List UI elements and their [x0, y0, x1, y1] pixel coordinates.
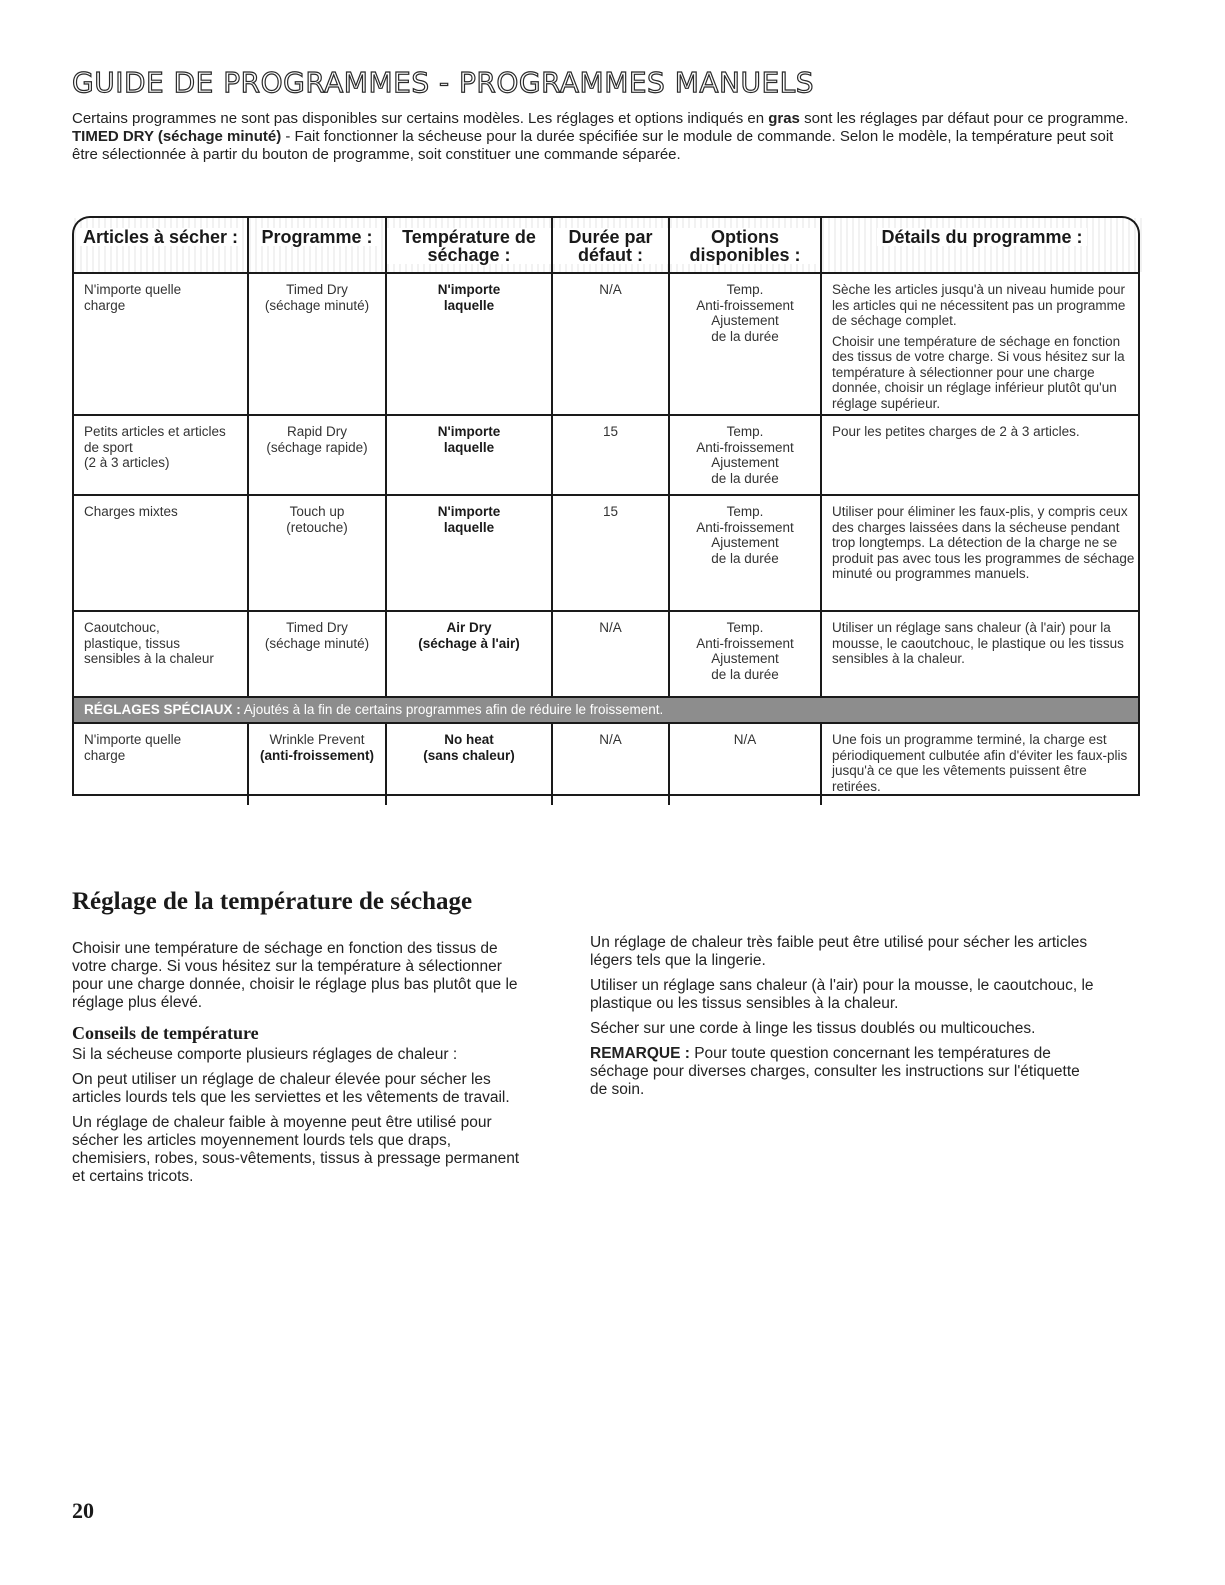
- cell-duree: N/A: [553, 612, 670, 696]
- cell-options: Temp. Anti-froissement Ajustement de la durée: [670, 612, 822, 696]
- cell-duree: N/A: [553, 274, 670, 422]
- subsection-title: Conseils de température: [72, 1023, 259, 1043]
- section-title: Réglage de la température de séchage: [72, 888, 473, 915]
- cell-temperature: N'importe laquelle: [387, 416, 553, 494]
- left-column: [72, 940, 522, 1193]
- cell-programme: Rapid Dry (séchage rapide): [249, 416, 387, 494]
- cell-details: Pour les petites charges de 2 à 3 articles.: [832, 424, 1080, 439]
- cell-duree: 15: [553, 496, 670, 610]
- table-row: [72, 414, 1140, 494]
- cell-options: Temp. Anti-froissement Ajustement de la durée: [670, 496, 822, 610]
- header-options: Options disponibles :: [670, 218, 822, 272]
- cell-programme: Timed Dry (séchage minuté): [249, 612, 387, 696]
- cell-options: N/A: [670, 724, 822, 805]
- cell-temperature: N'importe laquelle: [387, 496, 553, 610]
- cell-details: Utiliser pour éliminer les faux-plis, y compris ceux des charges laissées dans la sécheuse pendant trop longtemps. La détection de la charge ne se produit pas avec tous les programmes de séchage minuté ou programmes manuels.: [832, 504, 1135, 581]
- cell-articles: N'importe quelle charge: [74, 274, 249, 422]
- paragraph: Utiliser un réglage sans chaleur (à l'air) pour la mousse, le caoutchouc, le plastique ou les tissus sensibles à la chaleur.: [590, 977, 1094, 1012]
- cell-programme: Touch up (retouche): [249, 496, 387, 610]
- table-row: [72, 610, 1140, 696]
- cell-details: Une fois un programme terminé, la charge est périodiquement culbutée afin d'éviter les faux-plis jusqu'à ce que les vêtements puissent être retirées.: [832, 732, 1128, 794]
- paragraph: Sécher sur une corde à linge les tissus doublés ou multicouches.: [590, 1020, 1036, 1037]
- paragraph: Choisir une température de séchage en fonction des tissus de votre charge. Si vous hésitez sur la température à sélectionner pour une charge donnée, choisir le réglage plus bas plutôt que le réglage plus élevé.: [72, 940, 518, 1011]
- paragraph: Un réglage de chaleur très faible peut être utilisé pour sécher les articles légers tels que la lingerie.: [590, 934, 1088, 969]
- cell-details: Sèche les articles jusqu'à un niveau humide pour les articles qui ne nécessitent pas un programme de séchage complet. Choisir une température de séchage en fonction des tissus de votre charge. Si vous hésitez sur la température à sélectionner pour une charge donnée, choisir un réglage inférieur plutôt qu'un réglage supérieur.: [832, 282, 1126, 411]
- cell-programme: Timed Dry (séchage minuté): [249, 274, 387, 422]
- cell-articles: Petits articles et articles de sport (2 à 3 articles): [74, 416, 249, 494]
- paragraph: Si la sécheuse comporte plusieurs réglages de chaleur :: [72, 1046, 458, 1063]
- program-guide-table: [72, 216, 1140, 796]
- cell-programme: Wrinkle Prevent (anti-froissement): [249, 724, 387, 805]
- cell-articles: Caoutchouc, plastique, tissus sensibles à la chaleur: [74, 612, 249, 696]
- right-column: [590, 934, 1100, 1106]
- special-settings-bar: RÉGLAGES SPÉCIAUX : Ajoutés à la fin de certains programmes afin de réduire le froissement.: [72, 696, 1140, 722]
- cell-temperature: No heat (sans chaleur): [387, 724, 553, 805]
- cell-temperature: N'importe laquelle: [387, 274, 553, 422]
- cell-options: Temp. Anti-froissement Ajustement de la durée: [670, 416, 822, 494]
- table-header: [72, 216, 1140, 272]
- paragraph: Un réglage de chaleur faible à moyenne peut être utilisé pour sécher les articles moyennement lourds tels que draps, chemisiers, robes, sous-vêtements, tissus à pressage permanent et certains tricots.: [72, 1114, 520, 1185]
- paragraph: On peut utiliser un réglage de chaleur élevée pour sécher les articles lourds tels que les serviettes et les vêtements de travail.: [72, 1071, 510, 1106]
- header-temperature: Température de séchage :: [387, 218, 553, 272]
- header-articles: Articles à sécher :: [74, 218, 249, 272]
- header-details: Détails du programme :: [822, 218, 1142, 272]
- page-title: GUIDE DE PROGRAMMES - PROGRAMMES MANUELS: [72, 66, 815, 99]
- cell-duree: 15: [553, 416, 670, 494]
- cell-duree: N/A: [553, 724, 670, 805]
- table-row: [72, 494, 1140, 610]
- header-programme: Programme :: [249, 218, 387, 272]
- remark-label: REMARQUE :: [590, 1045, 690, 1062]
- cell-details: Utiliser un réglage sans chaleur (à l'air) pour la mousse, le caoutchouc, le plastique ou les tissus sensibles à la chaleur.: [832, 620, 1124, 666]
- header-duree: Durée par défaut :: [553, 218, 670, 272]
- cell-articles: Charges mixtes: [74, 496, 249, 610]
- remark-paragraph: REMARQUE : Pour toute question concernant les températures de séchage pour diverses charges, consulter les instructions sur l'étiquette de soin.: [590, 1045, 1080, 1098]
- table-row: [72, 722, 1140, 796]
- table-row: [72, 272, 1140, 414]
- page-number: 20: [72, 1498, 94, 1523]
- intro-paragraph: Certains programmes ne sont pas disponibles sur certains modèles. Les réglages et options indiqués en gras sont les réglages par défaut pour ce programme. TIMED DRY (séchage minuté) - Fait fonctionner la sécheuse pour la durée spécifiée sur le module de commande. Selon le modèle, la température peut soit être sélectionnée à partir du bouton de programme, soit constituer une commande séparée.: [72, 110, 1129, 163]
- cell-articles: N'importe quelle charge: [74, 724, 249, 805]
- cell-temperature: Air Dry (séchage à l'air): [387, 612, 553, 696]
- cell-options: Temp. Anti-froissement Ajustement de la durée: [670, 274, 822, 422]
